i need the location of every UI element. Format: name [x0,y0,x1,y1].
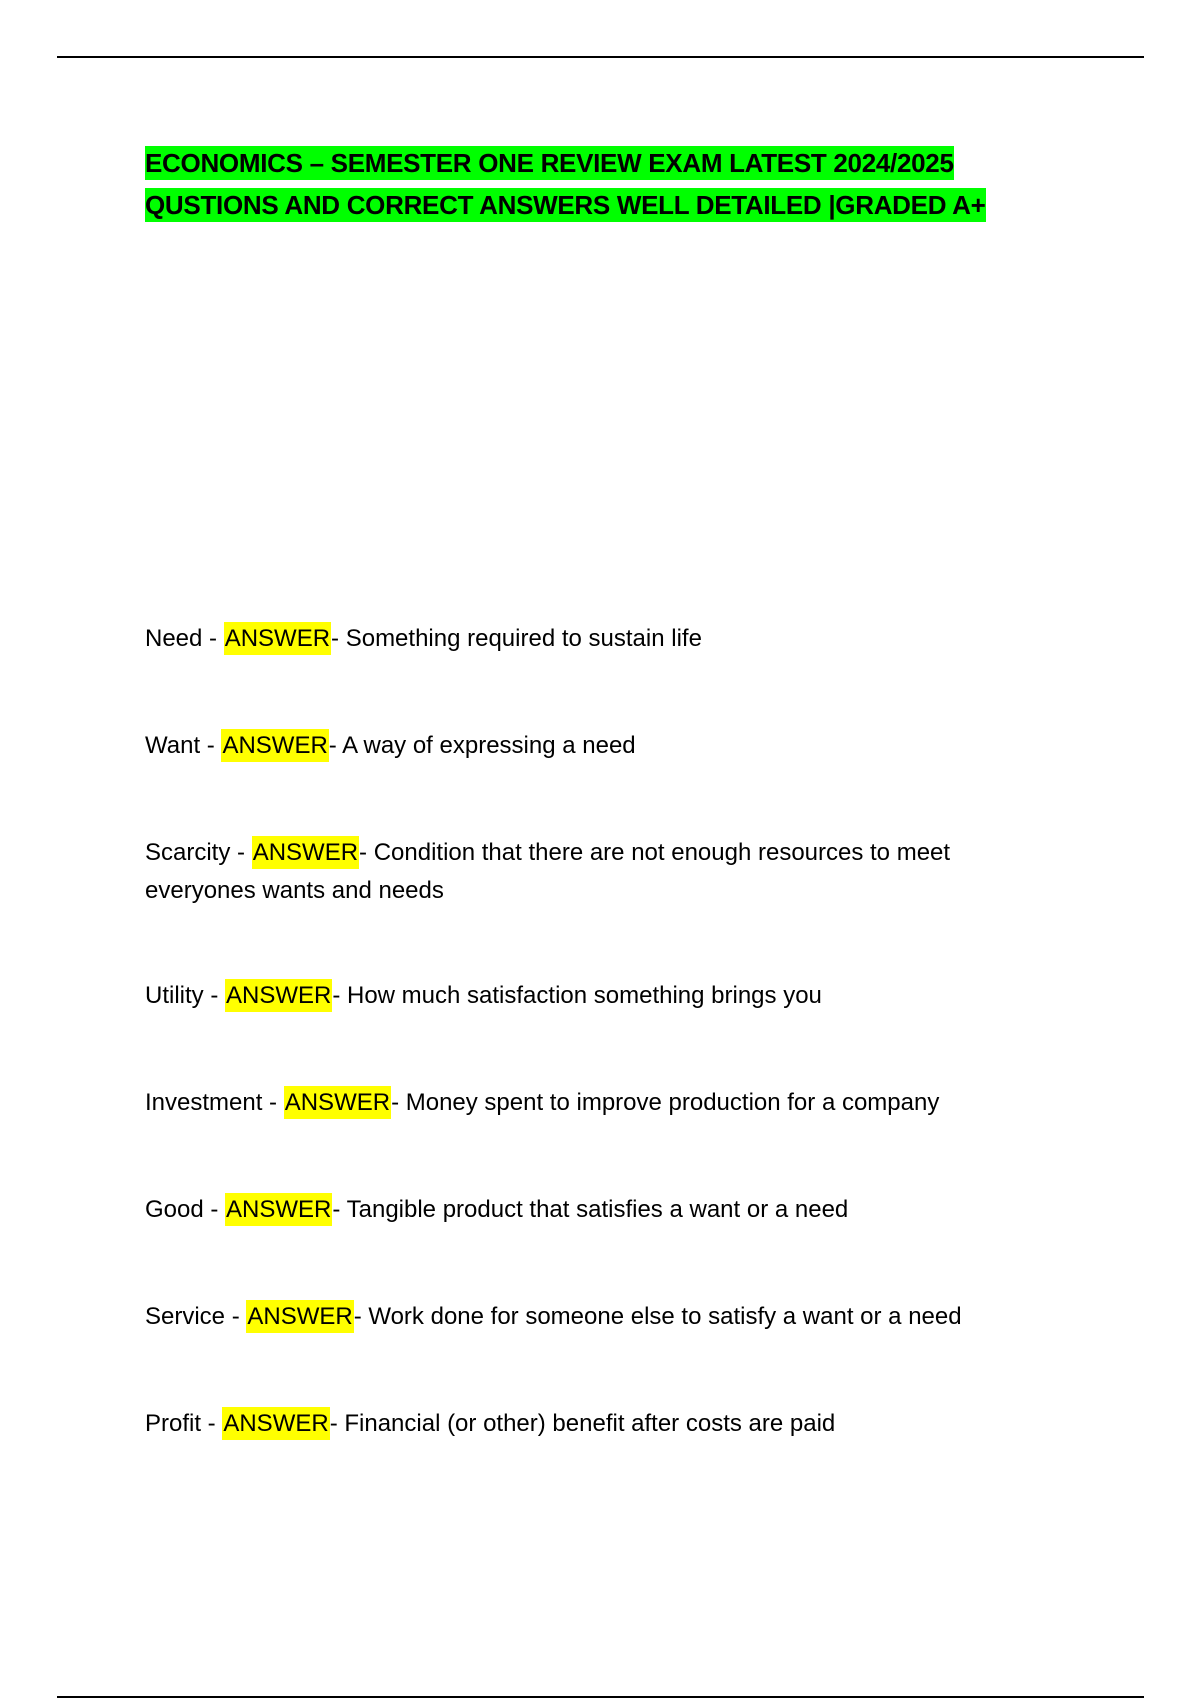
qa-definition: - A way of expressing a need [328,732,636,759]
qa-term: Want [145,732,201,759]
qa-term: Good [145,1196,204,1223]
answer-tag: ANSWER [284,1086,391,1119]
answer-tag: ANSWER [224,622,331,655]
qa-term: Service [145,1303,226,1330]
qa-definition: - Condition that there are not enough resources to meet everyones wants and needs [145,839,951,904]
qa-separator: - [203,1196,226,1223]
qa-item-utility [145,977,1045,1015]
qa-item-scarcity [145,834,1045,910]
qa-separator: - [200,732,222,759]
qa-item-service [145,1298,1045,1336]
qa-definition: - Tangible product that satisfies a want or a need [332,1196,849,1223]
qa-separator: - [203,982,225,1009]
qa-item-want [145,727,1045,765]
qa-term: Profit [145,1410,202,1437]
document-title [145,142,1085,226]
qa-definition: - How much satisfaction something brings you [332,982,822,1009]
qa-item-need [145,620,1045,658]
qa-separator: - [202,625,224,652]
qa-separator: - [262,1089,284,1116]
answer-tag: ANSWER [252,836,359,869]
answer-tag: ANSWER [246,1300,353,1333]
header-rule [57,56,1144,58]
qa-term: Need [145,625,203,652]
qa-definition: - Work done for someone else to satisfy a want or a need [353,1303,962,1330]
title-line-1: ECONOMICS – SEMESTER ONE REVIEW EXAM LATEST 2024/2025 [145,148,954,178]
qa-definition: - Financial (or other) benefit after costs are paid [329,1410,836,1437]
qa-term: Investment [145,1089,263,1116]
qa-term: Scarcity [145,839,231,866]
title-line-2: QUSTIONS AND CORRECT ANSWERS WELL DETAILED |GRADED A+ [145,190,986,220]
qa-item-investment [145,1084,1045,1122]
answer-tag: ANSWER [221,729,328,762]
qa-item-good [145,1191,1045,1229]
qa-definition: - Something required to sustain life [331,625,702,652]
qa-item-profit [145,1405,1045,1443]
qa-separator: - [225,1303,247,1330]
answer-tag: ANSWER [222,1407,329,1440]
qa-separator: - [230,839,252,866]
footer-rule [57,1696,1144,1698]
qa-separator: - [201,1410,223,1437]
answer-tag: ANSWER [225,979,332,1012]
qa-definition: - Money spent to improve production for a company [391,1089,940,1116]
qa-term: Utility [145,982,204,1009]
answer-tag: ANSWER [225,1193,332,1226]
